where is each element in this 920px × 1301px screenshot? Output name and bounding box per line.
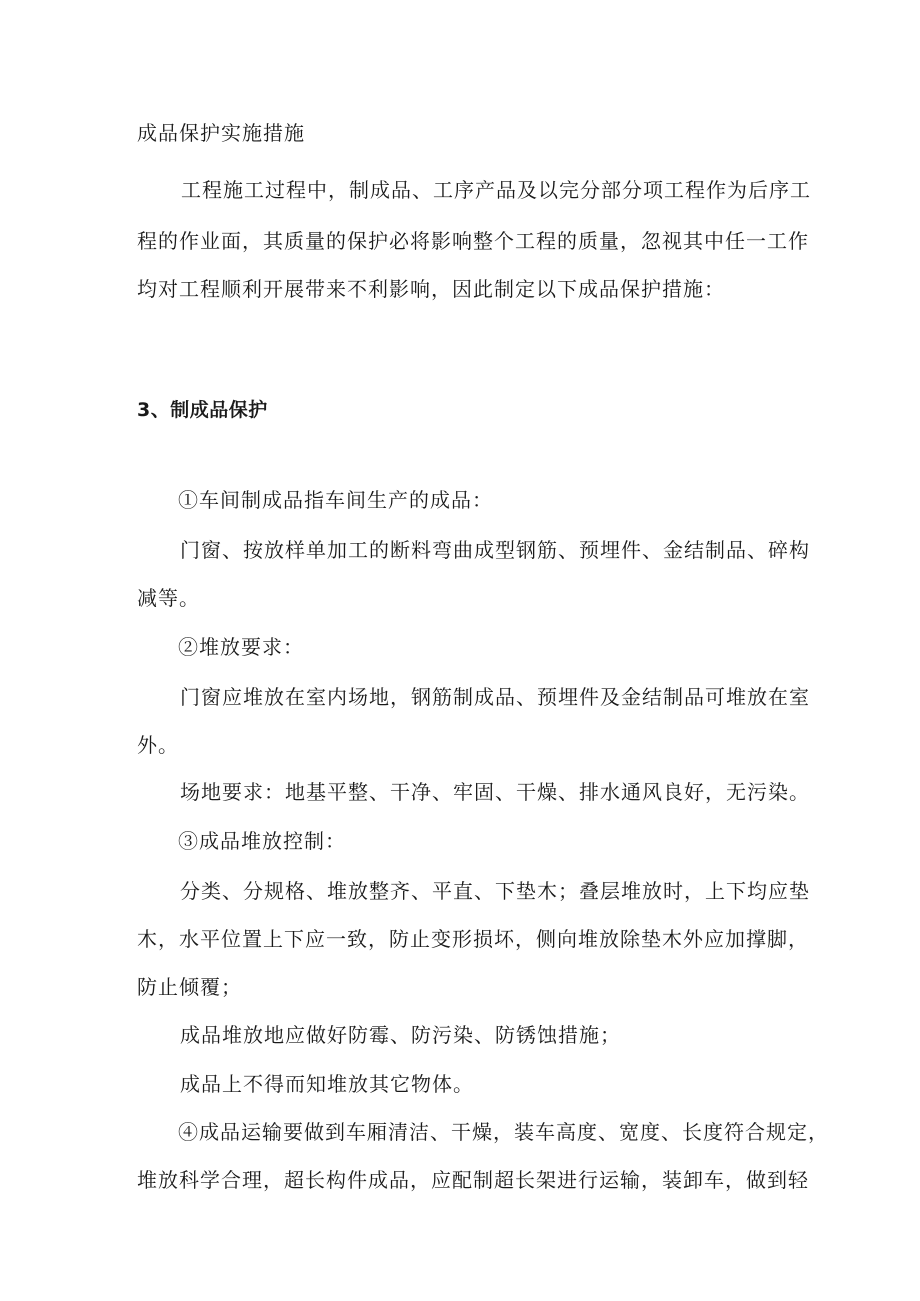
body-line: ①车间制成品指车间生产的成品： <box>178 488 493 512</box>
body-line: 场地要求：地基平整、干净、牢固、干燥、排水通风良好，无污染。 <box>180 780 810 804</box>
section-heading: 3、制成品保护 <box>137 399 268 421</box>
body-line: ④成品运输要做到车厢清洁、干燥，装车高度、宽度、长度符合规定， <box>178 1120 829 1144</box>
body-line: ③成品堆放控制： <box>178 829 346 853</box>
body-line: 成品上不得而知堆放其它物体。 <box>180 1072 474 1096</box>
body-line: 分类、分规格、堆放整齐、平直、下垫木；叠层堆放时，上下均应垫 <box>180 879 810 903</box>
body-line: 门窗应堆放在室内场地，钢筋制成品、预埋件及金结制品可堆放在室 <box>180 685 810 709</box>
intro-line-2: 程的作业面，其质量的保护必将影响整个工程的质量，忽视其中任一工作 <box>137 229 809 253</box>
body-line: 外。 <box>137 733 179 757</box>
intro-line-3: 均对工程顺利开展带来不利影响，因此制定以下成品保护措施： <box>137 277 725 301</box>
body-line: 木，水平位置上下应一致，防止变形损坏，侧向堆放除垫木外应加撑脚， <box>137 927 809 951</box>
body-line: 堆放科学合理，超长构件成品，应配制超长架进行运输，装卸车，做到轻 <box>137 1168 809 1192</box>
body-line: 门窗、按放样单加工的断料弯曲成型钢筋、预埋件、金结制品、碎构 <box>180 538 810 562</box>
body-line: 减等。 <box>137 586 200 610</box>
body-line: 防止倾覆； <box>137 975 242 999</box>
intro-line-1: 工程施工过程中，制成品、工序产品及以完分部分项工程作为后序工 <box>181 178 811 202</box>
body-line: 成品堆放地应做好防霉、防污染、防锈蚀措施； <box>180 1023 621 1047</box>
document-title: 成品保护实施措施 <box>137 121 305 145</box>
body-line: ②堆放要求： <box>178 635 304 659</box>
